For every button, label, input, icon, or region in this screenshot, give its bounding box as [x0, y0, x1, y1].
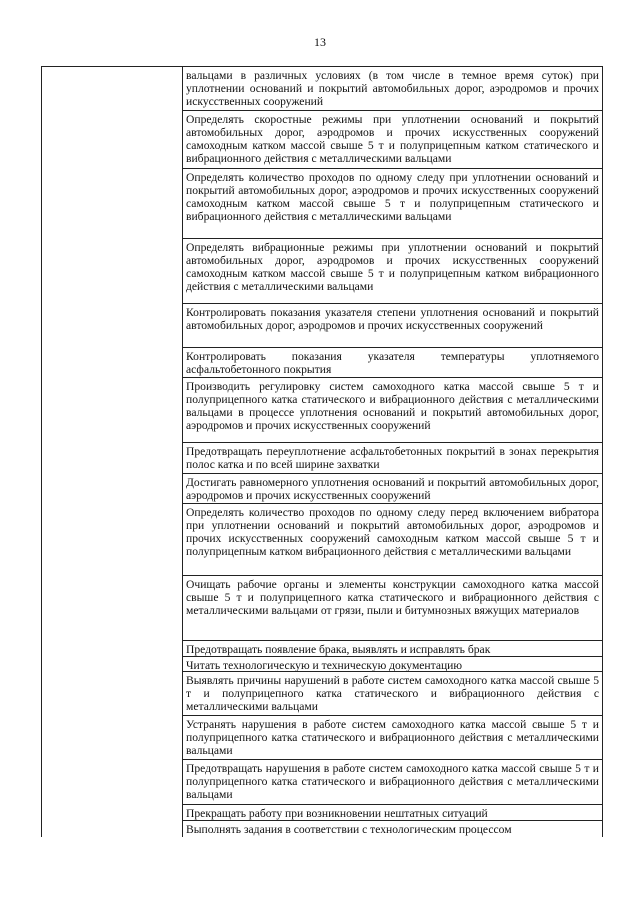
- table-row: вальцами в различных условиях (в том числе в темное время суток) при уплотнении оснований и покрытий автомобильных дорог, аэродромов и прочих искусственных сооружений: [183, 67, 602, 111]
- page-number: 13: [314, 35, 326, 49]
- table-row: Определять скоростные режимы при уплотнении оснований и покрытий автомобильных дорог, аэродромов и прочих искусственных сооружений самоходным катком массой свыше 5 т и полуприцепным катком статического и вибрационного действия с металлическими вальцами: [183, 111, 602, 169]
- table-row: Выполнять задания в соответствии с технологическим процессом: [186, 823, 512, 836]
- table-row: Выявлять причины нарушений в работе систем самоходного катка массой свыше 5 т и полуприцепного катка статического и вибрационного действия с металлическими вальцами: [183, 672, 602, 716]
- table-row: Прекращать работу при возникновении нештатных ситуаций: [183, 805, 602, 821]
- table-row: Устранять нарушения в работе систем самоходного катка массой свыше 5 т и полуприцепного катка статического и вибрационного действия с металлическими вальцами: [183, 716, 602, 760]
- table-row: Читать технологическую и техническую документацию: [183, 657, 602, 672]
- table-row: Контролировать показания указателя степени уплотнения оснований и покрытий автомобильных дорог, аэродромов и прочих искусственных сооружений: [183, 304, 602, 348]
- table-row: Определять количество проходов по одному следу перед включением вибратора при уплотнении оснований и покрытий автомобильных дорог, аэродромов и прочих искусственных сооружений самоходным катком массой свыше 5 т и полуприцепным катком вибрационного действия с металлическими вальцами: [183, 504, 602, 576]
- skills-table: [41, 66, 603, 837]
- table-row: Контролировать показания указателя температуры уплотняемого асфальтобетонного покрытия: [183, 348, 602, 378]
- table-row: Достигать равномерного уплотнения оснований и покрытий автомобильных дорог, аэродромов и прочих искусственных сооружений: [183, 474, 602, 504]
- table-row: Определять вибрационные режимы при уплотнении оснований и покрытий автомобильных дорог, аэродромов и прочих искусственных сооружений самоходным катком массой свыше 5 т и полуприцепным катком вибрационного действия с металлическими вальцами: [183, 239, 602, 304]
- table-left-column: [42, 67, 183, 837]
- table-row: Производить регулировку систем самоходного катка массой свыше 5 т и полуприцепного катка статического и вибрационного действия с металлическими вальцами в процессе уплотнения оснований и покрытий автомобильных дорог, аэродромов и прочих искусственных сооружений: [183, 378, 602, 443]
- table-row: Предотвращать появление брака, выявлять и исправлять брак: [183, 641, 602, 657]
- table-row: Определять количество проходов по одному следу при уплотнении оснований и покрытий автомобильных дорог, аэродромов и прочих искусственных сооружений самоходным катком массой свыше 5 т и полуприцепным статического и вибрационного действия с металлическими вальцами: [183, 169, 602, 239]
- table-right-column: [183, 67, 602, 837]
- table-row: Очищать рабочие органы и элементы конструкции самоходного катка массой свыше 5 т и полуприцепного катка статического и вибрационного действия с металлическими вальцами от грязи, пыли и битумнозных вяжущих материалов: [183, 576, 602, 641]
- table-row: Предотвращать переуплотнение асфальтобетонных покрытий в зонах перекрытия полос катка и по всей ширине захватки: [183, 443, 602, 474]
- table-row: Предотвращать нарушения в работе систем самоходного катка массой свыше 5 т и полуприцепного катка статического и вибрационного действия с металлическими вальцами: [183, 760, 602, 805]
